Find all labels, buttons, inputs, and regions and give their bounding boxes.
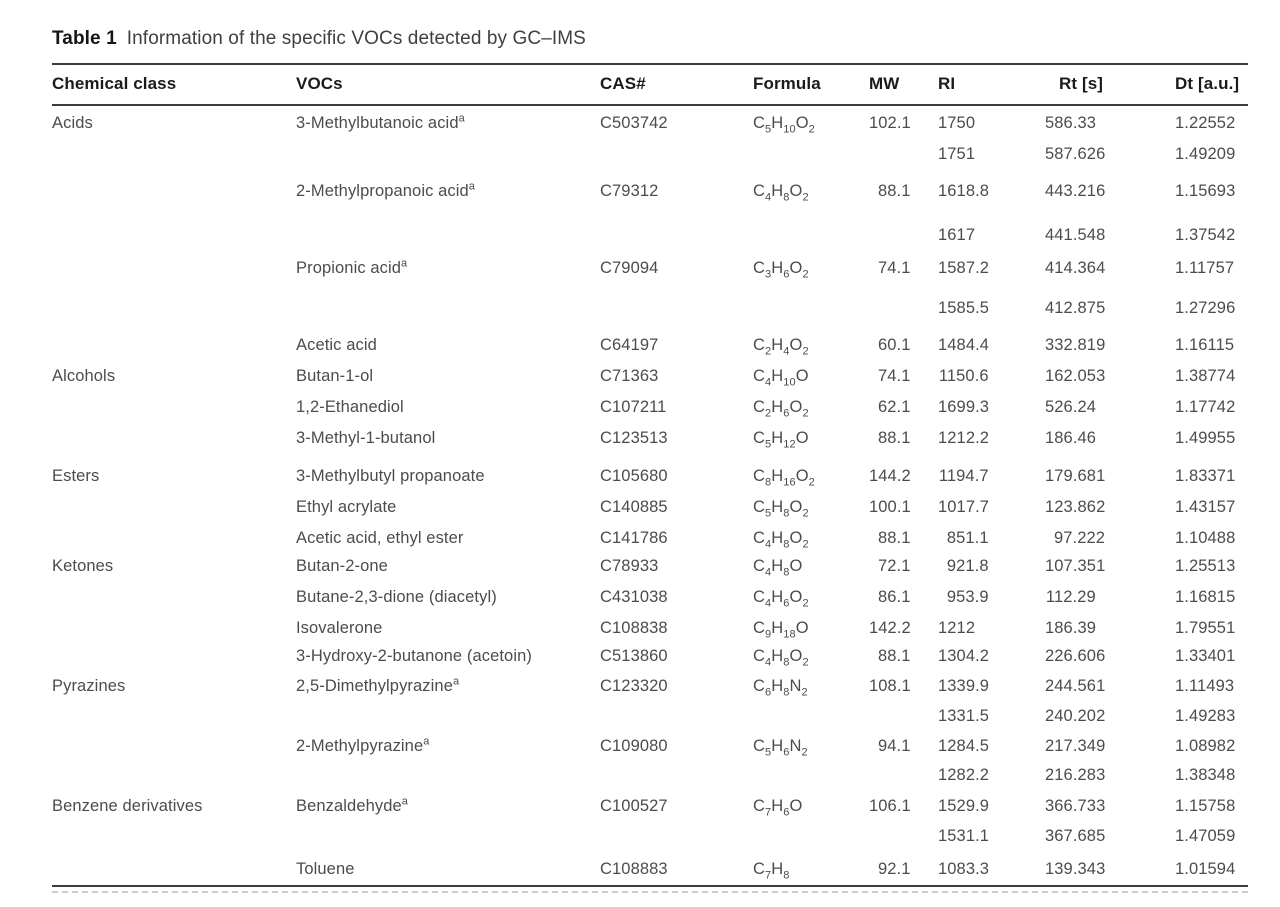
cell-formula: $C_4H_8O$ — [753, 557, 803, 579]
table-row — [52, 852, 1248, 886]
cell-dt: 1.38774 — [1175, 367, 1236, 385]
cell-mw: 102.1 — [869, 114, 911, 132]
cell-ri: 1150.6 — [938, 367, 989, 385]
cell-cas: C431038 — [600, 588, 668, 606]
cell-ri: 1017.7 — [938, 498, 990, 516]
cell-dt: 1.43157 — [1175, 498, 1236, 516]
cell-dt: 1.79551 — [1175, 619, 1236, 637]
col-header-vocs: VOCs — [296, 64, 600, 105]
cell-mw: 72.1 — [877, 557, 911, 575]
cell-voc — [296, 822, 600, 852]
cell-rt: 139.343 — [1045, 860, 1106, 878]
cell-formula: $C_3H_6O_2$ — [753, 259, 809, 281]
cell-voc: 2-Methylpropanoic acid$^a$ — [296, 180, 476, 200]
table-row — [52, 207, 1248, 251]
cell-rt: 443.216 — [1045, 182, 1106, 200]
cell-voc: Ethyl acrylate — [296, 498, 397, 516]
cell-mw: 100.1 — [869, 498, 911, 516]
table-row — [52, 554, 1248, 582]
cell-dt: 1.49209 — [1175, 145, 1236, 163]
header-row — [52, 64, 1248, 105]
cell-ri: 1587.2 — [938, 259, 990, 277]
cell-formula: $C_9H_{18}O$ — [753, 619, 809, 641]
cell-ri: 1617 — [938, 226, 976, 244]
cell-formula: $C_6H_8N_2$ — [753, 677, 808, 699]
cell-cas: C109080 — [600, 737, 668, 755]
cell-voc — [296, 762, 600, 791]
cell-rt: 414.364 — [1045, 259, 1106, 277]
cell-formula: $C_5H_{10}O_2$ — [753, 114, 815, 136]
cell-dt: 1.49283 — [1175, 707, 1236, 725]
cell-chemical-class — [52, 852, 296, 886]
col-header-cas: CAS# — [600, 64, 753, 105]
cell-voc: Acetic acid, ethyl ester — [296, 529, 464, 547]
cell-chemical-class: Alcohols — [52, 367, 116, 385]
table-row — [52, 702, 1248, 732]
col-header-dt: Dt [a.u.] — [1175, 64, 1248, 105]
cell-cas: C78933 — [600, 557, 659, 575]
cell-ri: 1699.3 — [938, 398, 990, 416]
table-caption — [52, 28, 1248, 50]
cell-dt: 1.27296 — [1175, 299, 1236, 317]
cell-chemical-class — [52, 492, 296, 523]
cell-cas: C79094 — [600, 259, 659, 277]
cell-dt: 1.38348 — [1175, 766, 1236, 784]
cell-formula: $C_2H_4O_2$ — [753, 336, 809, 358]
cell-mw: 142.2 — [869, 619, 911, 637]
cell-formula: $C_8H_{16}O_2$ — [753, 467, 815, 489]
cell-dt: 1.17742 — [1175, 398, 1236, 416]
cell-rt: 226.606 — [1045, 647, 1106, 665]
table-row — [52, 523, 1248, 554]
cell-ri: 1331.5 — [938, 707, 990, 725]
table-row — [52, 361, 1248, 392]
cell-mw: 86.1 — [877, 588, 911, 606]
cell-cas — [600, 139, 753, 170]
cell-formula: $C_5H_{12}O$ — [753, 429, 809, 451]
cell-rt: 186.46 — [1045, 429, 1097, 447]
cell-rt: 179.681 — [1045, 467, 1106, 485]
cell-chemical-class — [52, 644, 296, 672]
cell-ri: 921.8 — [946, 557, 989, 575]
table-row — [52, 762, 1248, 791]
cell-voc: Benzaldehyde$^a$ — [296, 795, 409, 815]
cell-voc: Isovalerone — [296, 619, 383, 637]
cell-ri: 1339.9 — [938, 677, 990, 695]
cell-formula — [753, 822, 869, 852]
cell-formula: $C_5H_8O_2$ — [753, 498, 809, 520]
cell-ri: 1750 — [938, 114, 976, 132]
cell-voc: Propionic acid$^a$ — [296, 257, 408, 277]
cell-formula: $C_4H_{10}O$ — [753, 367, 809, 389]
cell-ri: 1304.2 — [938, 647, 990, 665]
cell-ri: 1212.2 — [938, 429, 990, 447]
cell-rt: 244.561 — [1045, 677, 1106, 695]
cell-chemical-class — [52, 582, 296, 613]
cell-cas: C100527 — [600, 797, 668, 815]
cell-dt: 1.08982 — [1175, 737, 1236, 755]
cell-cas — [600, 207, 753, 251]
cell-chemical-class — [52, 392, 296, 423]
cell-rt: 366.733 — [1045, 797, 1106, 815]
cell-ri: 1083.3 — [938, 860, 990, 878]
cell-voc: Toluene — [296, 860, 355, 878]
cell-ri: 851.1 — [946, 529, 989, 547]
table-row — [52, 392, 1248, 423]
cell-rt: 186.39 — [1045, 619, 1097, 637]
cell-cas: C123320 — [600, 677, 668, 695]
cell-voc: 1,2-Ethanediol — [296, 398, 404, 416]
cell-rt: 367.685 — [1045, 827, 1106, 845]
cell-chemical-class: Benzene derivatives — [52, 797, 203, 815]
cell-ri: 1484.4 — [938, 336, 990, 354]
cell-voc: 3-Hydroxy-2-butanone (acetoin) — [296, 647, 532, 665]
cell-rt: 217.349 — [1045, 737, 1106, 755]
cell-rt: 162.053 — [1045, 367, 1106, 385]
cell-voc: Butan-1-ol — [296, 367, 374, 385]
table-row — [52, 423, 1248, 454]
voc-table-header — [52, 64, 1248, 105]
cell-cas: C140885 — [600, 498, 668, 516]
cell-ri: 1284.5 — [938, 737, 990, 755]
cell-rt: 412.875 — [1045, 299, 1106, 317]
cell-dt: 1.33401 — [1175, 647, 1236, 665]
cell-cas — [600, 822, 753, 852]
cell-rt: 107.351 — [1045, 557, 1106, 575]
cell-voc — [296, 139, 600, 170]
cell-ri: 1529.9 — [938, 797, 990, 815]
cell-formula — [753, 207, 869, 251]
cell-cas — [600, 702, 753, 732]
cell-dt: 1.01594 — [1175, 860, 1236, 878]
table-row — [52, 324, 1248, 361]
cell-voc: Butan-2-one — [296, 557, 388, 575]
cell-chemical-class — [52, 613, 296, 644]
cell-dt: 1.83371 — [1175, 467, 1236, 485]
cell-ri: 1618.8 — [938, 182, 990, 200]
cell-formula — [753, 139, 869, 170]
table-row — [52, 105, 1248, 139]
cell-voc: 2-Methylpyrazine$^a$ — [296, 735, 430, 755]
cell-formula: $C_4H_6O_2$ — [753, 588, 809, 610]
cell-rt: 526.24 — [1045, 398, 1097, 416]
cell-voc: 3-Methylbutyl propanoate — [296, 467, 485, 485]
cell-dt: 1.15758 — [1175, 797, 1236, 815]
cell-chemical-class — [52, 423, 296, 454]
col-header-formula: Formula — [753, 64, 869, 105]
table-caption-text: Information of the specific VOCs detected by GC–IMS — [126, 28, 586, 49]
cell-voc: 2,5-Dimethylpyrazine$^a$ — [296, 675, 460, 695]
cell-ri: 953.9 — [946, 588, 989, 606]
cell-dt: 1.47059 — [1175, 827, 1236, 845]
cell-voc: Butane-2,3-dione (diacetyl) — [296, 588, 497, 606]
cell-rt: 123.862 — [1045, 498, 1106, 516]
cell-dt: 1.25513 — [1175, 557, 1236, 575]
cell-dt: 1.15693 — [1175, 182, 1236, 200]
cell-chemical-class — [52, 822, 296, 852]
cell-mw: 74.1 — [877, 259, 911, 277]
cell-mw — [869, 139, 938, 170]
cell-mw: 88.1 — [877, 182, 911, 200]
cell-cas: C123513 — [600, 429, 668, 447]
cell-dt: 1.16815 — [1175, 588, 1236, 606]
cell-dt: 1.22552 — [1175, 114, 1236, 132]
cell-formula — [753, 284, 869, 324]
table-row — [52, 139, 1248, 170]
cell-chemical-class — [52, 762, 296, 791]
cell-chemical-class — [52, 207, 296, 251]
col-header-rt: Rt [s] — [1045, 64, 1175, 105]
cell-rt: 216.283 — [1045, 766, 1106, 784]
cell-cas: C79312 — [600, 182, 659, 200]
cell-ri: 1212 — [938, 619, 976, 637]
cell-voc — [296, 702, 600, 732]
cell-formula: $C_4H_8O_2$ — [753, 182, 809, 204]
cell-dt: 1.16115 — [1175, 336, 1235, 354]
cell-dt: 1.11493 — [1175, 677, 1235, 695]
cell-cas: C107211 — [600, 398, 667, 416]
cell-chemical-class — [52, 170, 296, 207]
voc-table — [52, 63, 1248, 887]
cell-formula: $C_7H_8$ — [753, 860, 790, 882]
cell-cas — [600, 762, 753, 791]
cell-chemical-class — [52, 702, 296, 732]
cell-ri: 1531.1 — [938, 827, 990, 845]
table-caption-label: Table 1 — [52, 28, 117, 49]
cell-cas: C71363 — [600, 367, 659, 385]
cell-formula: $C_2H_6O_2$ — [753, 398, 809, 420]
col-header-chemical-class: Chemical class — [52, 64, 296, 105]
cell-cas: C513860 — [600, 647, 668, 665]
cell-dt: 1.10488 — [1175, 529, 1236, 547]
cell-cas: C64197 — [600, 336, 659, 354]
cell-chemical-class — [52, 284, 296, 324]
cell-mw — [869, 762, 938, 791]
cell-cas: C108838 — [600, 619, 668, 637]
cell-mw: 88.1 — [877, 647, 911, 665]
cell-rt: 587.626 — [1045, 145, 1106, 163]
table-row — [52, 613, 1248, 644]
cell-ri: 1585.5 — [938, 299, 990, 317]
cell-dt: 1.37542 — [1175, 226, 1236, 244]
cell-mw: 106.1 — [869, 797, 911, 815]
cell-voc: 3-Methyl-1-butanol — [296, 429, 436, 447]
cell-formula: $C_4H_8O_2$ — [753, 529, 809, 551]
table-row — [52, 791, 1248, 822]
cell-voc: 3-Methylbutanoic acid$^a$ — [296, 112, 465, 132]
cell-mw: 88.1 — [877, 429, 911, 447]
cell-rt: 97.222 — [1053, 529, 1106, 547]
cell-chemical-class — [52, 523, 296, 554]
cell-voc: Acetic acid — [296, 336, 377, 354]
cell-dt: 1.49955 — [1175, 429, 1236, 447]
cell-ri: 1194.7 — [938, 467, 989, 485]
table-row — [52, 251, 1248, 284]
cell-cas: C141786 — [600, 529, 668, 547]
cell-ri: 1282.2 — [938, 766, 990, 784]
table-row — [52, 454, 1248, 492]
cell-chemical-class: Acids — [52, 114, 93, 132]
cell-formula — [753, 702, 869, 732]
col-header-ri: RI — [938, 64, 1045, 105]
cell-ri: 1751 — [938, 145, 976, 163]
cell-formula: $C_7H_6O$ — [753, 797, 803, 819]
col-header-mw: MW — [869, 64, 938, 105]
cell-chemical-class: Esters — [52, 467, 100, 485]
cell-mw: 62.1 — [877, 398, 911, 416]
cell-rt: 586.33 — [1045, 114, 1097, 132]
cell-voc — [296, 207, 600, 251]
cell-rt: 112.29 — [1045, 588, 1096, 606]
cell-chemical-class: Pyrazines — [52, 677, 126, 695]
cell-chemical-class: Ketones — [52, 557, 114, 575]
cell-chemical-class — [52, 251, 296, 284]
table-row — [52, 170, 1248, 207]
cell-mw: 74.1 — [877, 367, 911, 385]
table-row — [52, 732, 1248, 762]
cell-chemical-class — [52, 732, 296, 762]
table-row — [52, 822, 1248, 852]
cell-mw: 92.1 — [877, 860, 911, 878]
cell-cas: C503742 — [600, 114, 668, 132]
cell-rt: 240.202 — [1045, 707, 1106, 725]
cell-chemical-class — [52, 324, 296, 361]
cell-voc — [296, 284, 600, 324]
table-row — [52, 284, 1248, 324]
cell-mw: 144.2 — [869, 467, 911, 485]
table-bottom-rule — [52, 891, 1248, 893]
cell-formula — [753, 762, 869, 791]
cell-mw — [869, 207, 938, 251]
cell-mw: 88.1 — [877, 529, 911, 547]
cell-cas: C108883 — [600, 860, 668, 878]
cell-dt: 1.11757 — [1175, 259, 1235, 277]
cell-cas: C105680 — [600, 467, 668, 485]
cell-mw: 108.1 — [869, 677, 911, 695]
table-row — [52, 644, 1248, 672]
cell-mw — [869, 702, 938, 732]
cell-mw: 94.1 — [877, 737, 911, 755]
cell-rt: 441.548 — [1045, 226, 1106, 244]
table-row — [52, 672, 1248, 702]
cell-formula: $C_4H_8O_2$ — [753, 647, 809, 669]
cell-rt: 332.819 — [1045, 336, 1106, 354]
cell-mw — [869, 822, 938, 852]
cell-cas — [600, 284, 753, 324]
cell-mw — [869, 284, 938, 324]
cell-mw: 60.1 — [877, 336, 911, 354]
table-row — [52, 582, 1248, 613]
cell-formula: $C_5H_6N_2$ — [753, 737, 808, 759]
cell-chemical-class — [52, 139, 296, 170]
table-row — [52, 492, 1248, 523]
voc-table-body — [52, 105, 1248, 886]
